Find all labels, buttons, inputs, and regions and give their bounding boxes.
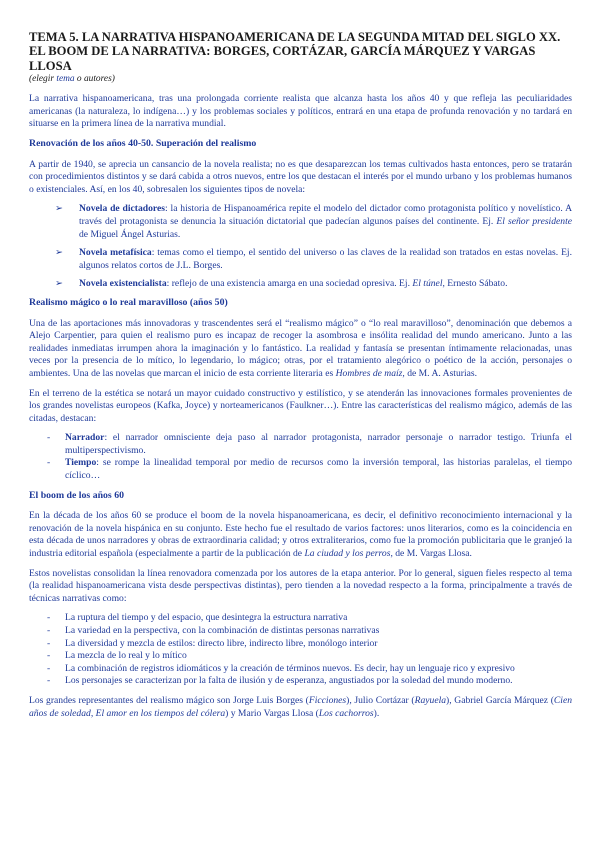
list-item <box>47 662 572 676</box>
text-run: , de M. A. Asturias. <box>402 367 478 379</box>
paragraph <box>29 93 572 131</box>
text-run: , Ernesto Sábato. <box>442 278 508 290</box>
text-run: , de M. Vargas Llosa. <box>390 548 472 560</box>
dash-bullet-icon: - <box>47 457 51 469</box>
bold-term: Novela metafísica <box>79 247 152 259</box>
text-run: : temas como el tiempo, el sentido del universo o las claves de la realidad son tratados en estas novelas. Ej. algunos relatos cortos de J.L. Borges. <box>79 247 572 271</box>
arrow-bullet-icon: ➢ <box>55 247 64 259</box>
subtitle-after: o autores) <box>74 74 115 85</box>
dash-bullet-icon: - <box>47 637 51 649</box>
text-run: La diversidad y mezcla de estilos: directo libre, indirecto libre, monólogo interior <box>65 637 378 649</box>
dash-bullet-list <box>29 432 572 482</box>
text-run: La variedad en la perspectiva, con la combinación de distintas personas narrativas <box>65 625 380 636</box>
text-run: Una de las aportaciones más innovadoras y trascendentes será el “realismo mágico” o “lo real maravilloso”, denominación que debemos a Alejo Carpentier, para quien el realismo puro es incapaz de recoger la asombrosa e insólita realidad del mundo americano. Junto a las realidades inmediatas irrumpen ahora la imaginación y lo fantástico. La realidad y fantasía se presentan íntimamente relacionadas, unas veces por la presencia de lo mítico, lo legendario, lo mágico; otras, por el tratamiento alegórico o poético de la acción, personajes o ambientes. Una de las novelas que marcan el inicio de esta corriente literaria es <box>29 317 572 379</box>
italic-title: Cien años de soledad, El amor en los tiempos del cólera <box>29 694 573 719</box>
paragraph <box>29 695 572 720</box>
dash-bullet-icon: - <box>47 662 51 674</box>
text-run: : el narrador omnisciente deja paso al narrador protagonista, narrador personaje o narrador testigo. Triunfa el multiperspectivismo. <box>65 432 572 456</box>
italic-title: Los cachorros <box>318 707 374 719</box>
bold-term: Tiempo <box>65 457 97 469</box>
text-run: La narrativa hispanoamericana, tras una prolongada corriente realista que alcanza hasta los años 40 y que refleja las peculiaridades americanas (la naturaleza, lo indígena…) y los problemas sociales y políticos, entrará en una etapa de profunda renovación y no tardará en situarse en la primera línea de la narrativa mundial. <box>29 93 572 130</box>
italic-title: El túnel <box>412 278 443 290</box>
text-run: En el terreno de la estética se notará un mayor cuidado constructivo y estilístico, y se atenderán las innovaciones formales provenientes de los grandes novelistas europeos (Kafka, Joyce) y norteamericanos (Faulkner…). Entre las características del realismo mágico, además de las citadas, destacan: <box>29 387 572 424</box>
dash-bullet-icon: - <box>47 625 51 636</box>
text-run: : se rompe la linealidad temporal por medio de recursos como la inversión temporal, las historias paralelas, el tiempo cíclico… <box>65 457 572 482</box>
dash-bullet-icon: - <box>47 432 51 444</box>
paragraph <box>29 159 572 197</box>
paragraph <box>29 568 572 606</box>
list-item <box>47 637 572 651</box>
text-run: La ruptura del tiempo y del espacio, que desintegra la estructura narrativa <box>65 612 348 624</box>
section-heading: El boom de los años 60 <box>29 489 124 501</box>
list-item <box>47 625 572 638</box>
italic-title: Ficciones <box>308 694 347 706</box>
bold-term: Novela de dictadores <box>79 203 166 215</box>
list-item <box>55 278 572 291</box>
document-body <box>29 93 572 720</box>
text-run: A partir de 1940, se aprecia un cansancio de la novela realista; no es que desaparezcan los temas cultivados hasta entonces, pero se tratarán con procedimientos distintos y se dará cabida a otros nuevos, entre los que destacan el interés por el mundo urbano y los problemas humanos o existenciales. Así, en los 40, sobresalen los siguientes tipos de novela: <box>29 158 572 195</box>
paragraph <box>29 510 572 560</box>
italic-title: El señor presidente <box>496 215 572 227</box>
arrow-bullet-list <box>29 203 572 291</box>
list-item <box>47 457 572 482</box>
section-heading: Realismo mágico o lo real maravilloso (años 50) <box>29 296 228 308</box>
section-heading: Renovación de los años 40-50. Superación del realismo <box>29 138 257 149</box>
document-title: TEMA 5. LA NARRATIVA HISPANOAMERICANA DE LA SEGUNDA MITAD DEL SIGLO XX. EL BOOM DE LA NARRATIVA: BORGES, CORTÁZAR, GARCÍA MÁRQUEZ Y VARGAS LLOSA <box>29 30 561 73</box>
dash-bullet-icon: - <box>47 675 51 687</box>
text-run: de Miguel Ángel Asturias. <box>79 228 181 240</box>
text-run: ), Julio Cortázar ( <box>346 694 415 706</box>
arrow-bullet-icon: ➢ <box>55 278 64 290</box>
dash-bullet-icon: - <box>47 612 51 624</box>
paragraph <box>29 318 572 381</box>
list-item <box>47 675 572 688</box>
text-run: : reflejo de una existencia amarga en una sociedad opresiva. Ej. <box>166 278 413 290</box>
text-run: En la década de los años 60 se produce el boom de la novela hispanoamericana, es decir, el definitivo reconocimiento internacional y la renovación de la novela hispánica en su conjunto. Este hecho fue el resultado de varios factores: unos literarios, como es la coincidencia en esta década de unos narradores y obras de extraordinaria calidad; y otros extraliterarios, como fue la promoción publicitaria que le granjeó la industria editorial española (especialmente a partir de la publicación de <box>29 510 572 560</box>
text-run: ) y Mario Vargas Llosa ( <box>225 707 319 719</box>
text-run: : la historia de Hispanoamérica repite el modelo del dictador como protagonista político y novelístico. A través del protagonista se denuncia la situación dictatorial que padecían algunos países del continente. Ej. <box>79 203 573 227</box>
text-run: Los personajes se caracterizan por la falta de ilusión y de esperanza, angustiados por la soledad del mundo moderno. <box>65 675 513 687</box>
list-item <box>47 650 572 663</box>
dash-bullet-list <box>29 612 572 688</box>
list-item <box>47 612 572 625</box>
text-run: La combinación de registros idiomáticos y la creación de términos nuevos. Es decir, hay un lenguaje rico y expresivo <box>65 662 515 674</box>
subtitle-before: (elegir <box>29 74 57 85</box>
bold-term: Narrador <box>65 432 105 444</box>
text-run: ), Gabriel García Márquez ( <box>446 694 554 706</box>
italic-title: Hombres de maíz <box>335 367 403 379</box>
arrow-bullet-icon: ➢ <box>55 203 64 215</box>
text-run: Estos novelistas consolidan la línea renovadora comenzada por los autores de la etapa anterior. Por lo general, siguen fieles respecto al tema (la realidad hispanoamericana vista desde perspectivas distintas), pero tienden a la novedad respecto a la forma, principalmente a través de técnicas narrativas como: <box>29 567 572 604</box>
subtitle-highlight: tema <box>56 74 75 85</box>
italic-title: Rayuela <box>414 694 447 706</box>
list-item <box>55 247 572 272</box>
document-subtitle <box>29 73 572 85</box>
text-run: La mezcla de lo real y lo mítico <box>65 650 187 662</box>
list-item <box>55 203 573 241</box>
dash-bullet-icon: - <box>47 650 51 662</box>
list-item <box>47 432 572 457</box>
text-run: ). <box>373 707 380 719</box>
italic-title: La ciudad y los perros <box>304 548 391 560</box>
text-run: Los grandes representantes del realismo mágico son Jorge Luis Borges ( <box>29 694 309 706</box>
bold-term: Novela existencialista <box>79 278 167 290</box>
paragraph <box>29 388 572 426</box>
